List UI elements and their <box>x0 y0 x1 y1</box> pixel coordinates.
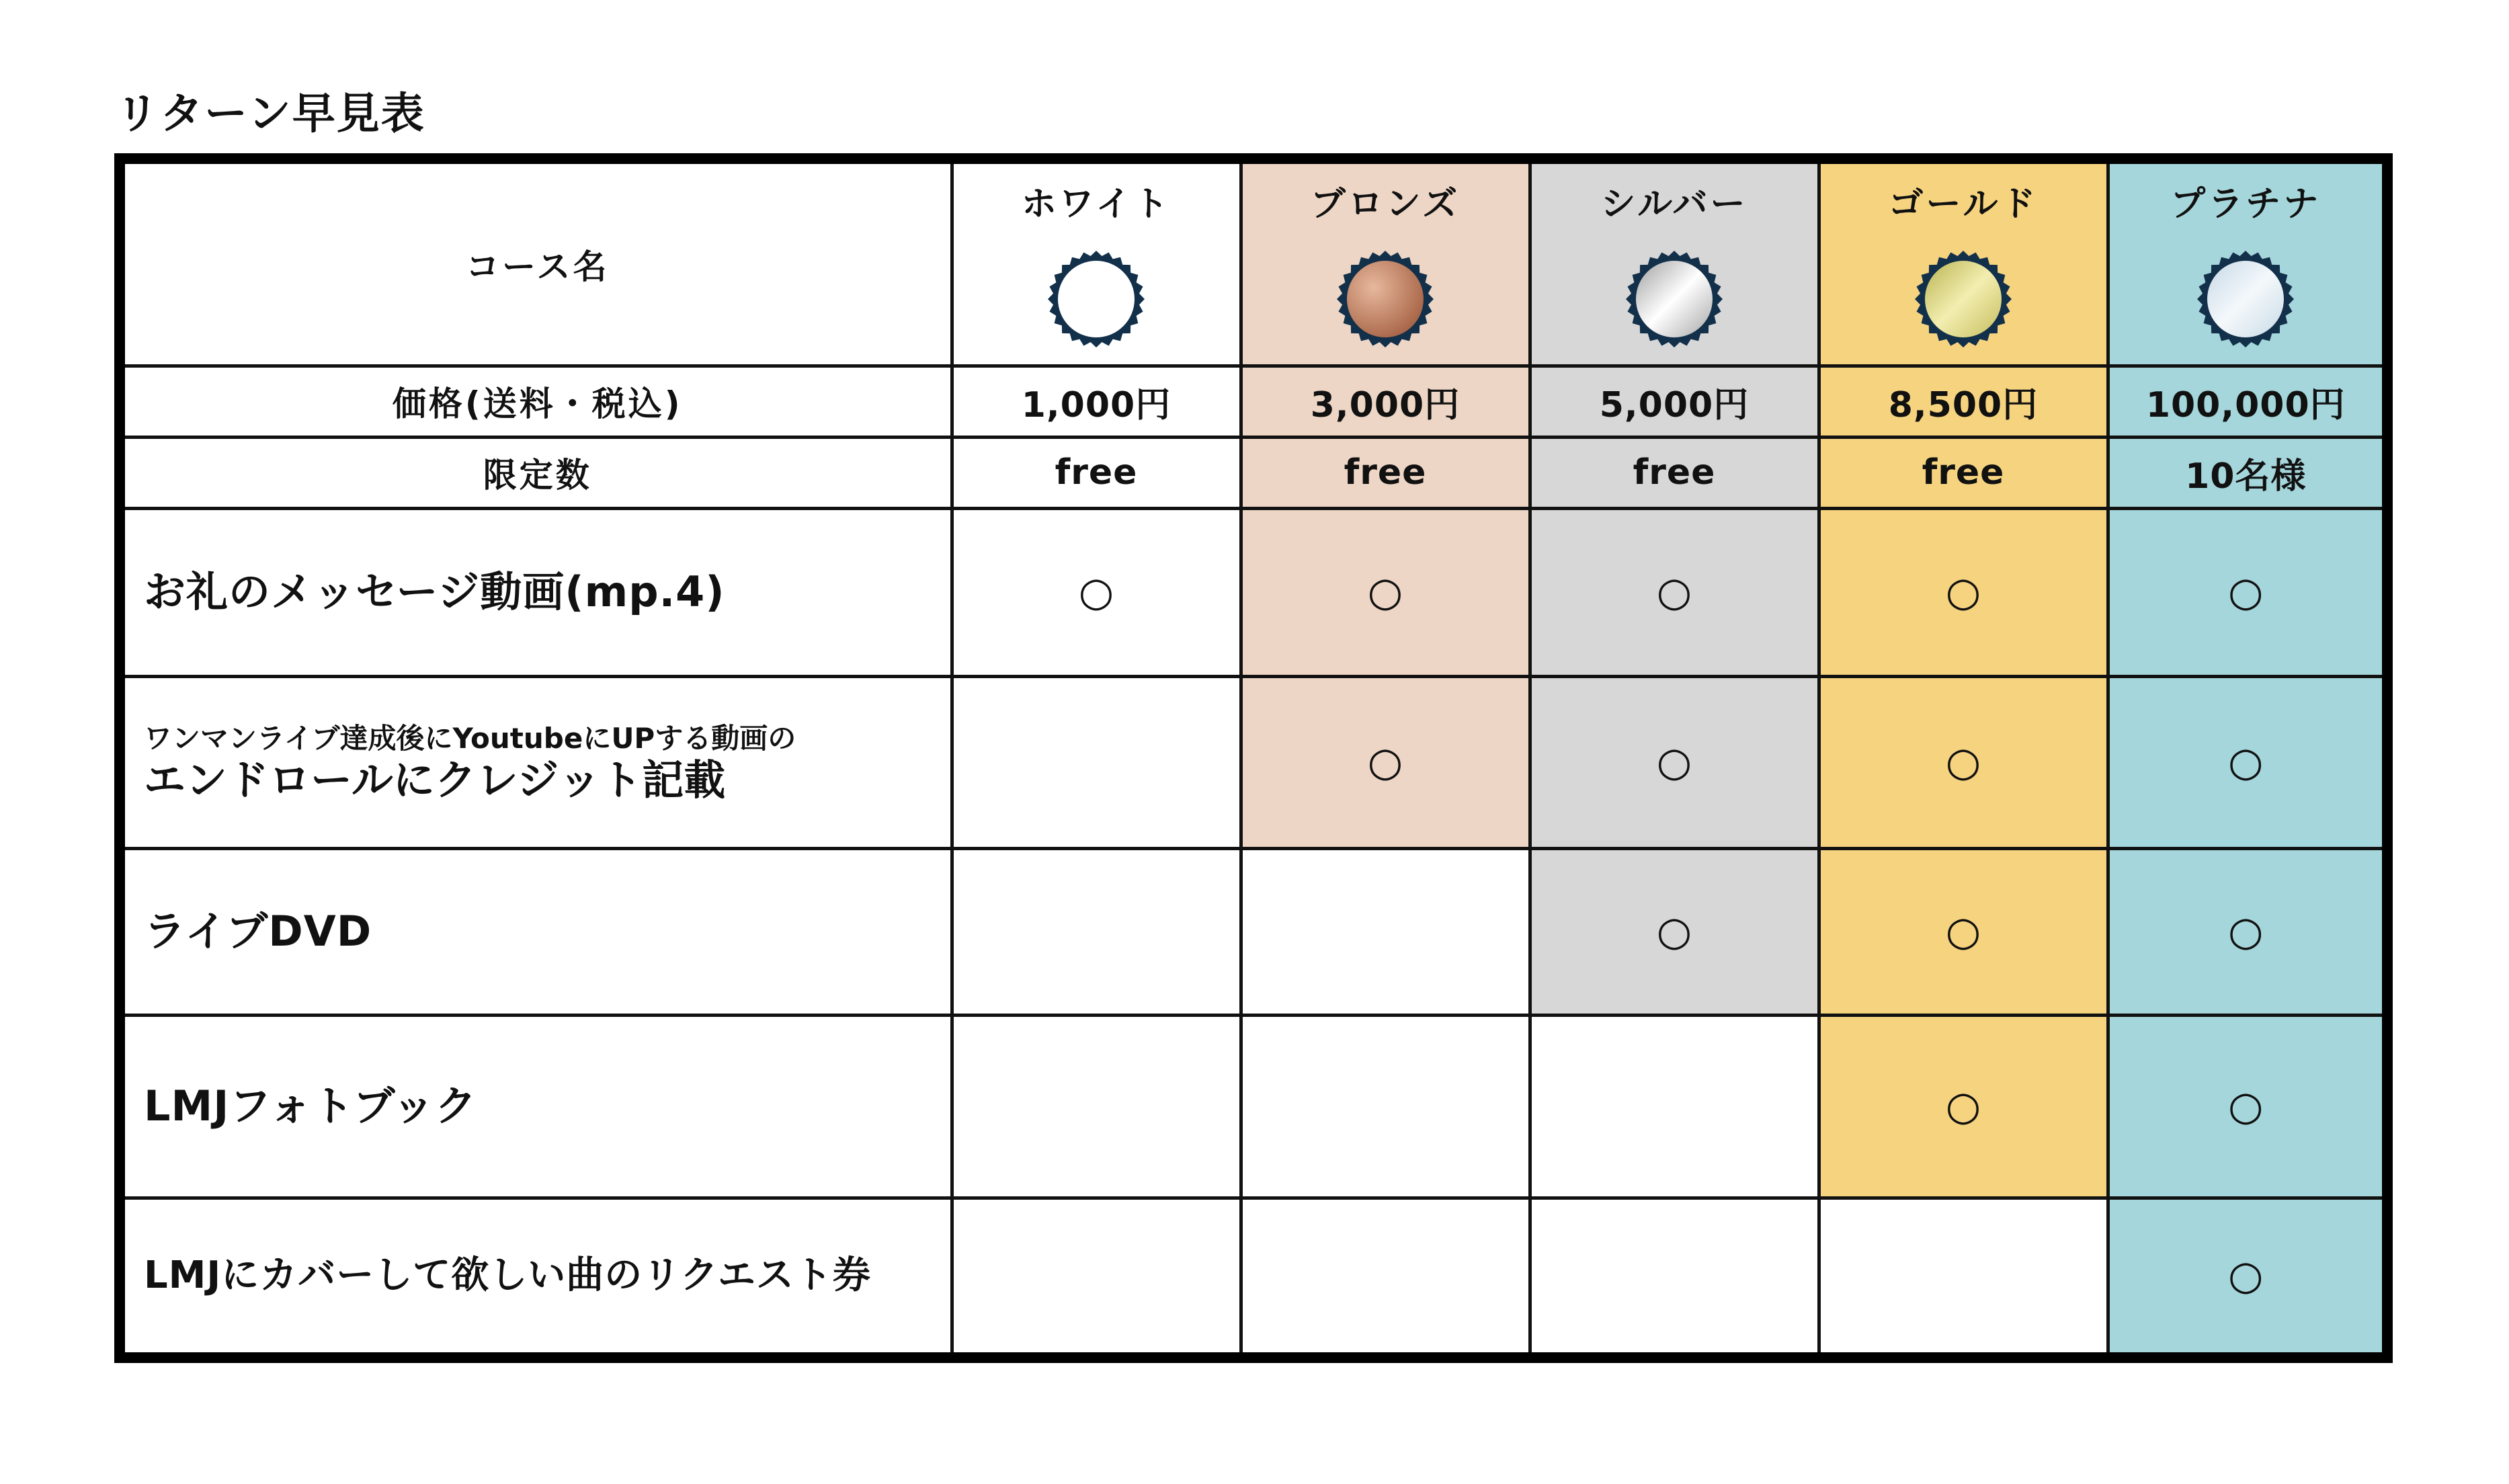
returns-table <box>125 164 2382 1352</box>
price-white: 1,000円 <box>1021 384 1171 425</box>
feature-row <box>125 508 2382 676</box>
tier-name-gold: ゴールド <box>1888 183 2039 224</box>
feature-mark-cell <box>1530 676 1819 848</box>
feature-label: お礼のメッセージ動画(mp.4) <box>144 567 725 616</box>
feature-mark-cell <box>2108 1198 2382 1352</box>
feature-mark-cell <box>952 1198 1241 1352</box>
check-circle-mark: ○ <box>1945 1083 1981 1130</box>
check-circle-mark: ○ <box>1367 739 1403 786</box>
tier-name-platinum: プラチナ <box>2170 183 2321 224</box>
price-cell-gold <box>1819 366 2108 437</box>
limit-row <box>125 437 2382 508</box>
feature-row <box>125 676 2382 848</box>
gold-medal-icon <box>1913 249 2014 349</box>
limit-cell-gold <box>1819 437 2108 508</box>
feature-row <box>125 1015 2382 1198</box>
tier-name-bronze: ブロンズ <box>1310 183 1461 224</box>
tier-silver-header <box>1530 164 1819 366</box>
limit-label-cell <box>125 437 952 508</box>
feature-mark-cell <box>1530 848 1819 1015</box>
feature-mark-cell <box>1241 848 1530 1015</box>
check-circle-mark: ○ <box>1656 908 1692 955</box>
price-platinum: 100,000円 <box>2145 384 2346 425</box>
price-cell-bronze <box>1241 366 1530 437</box>
feature-sublabel: ワンマンライブ達成後にYoutubeにUPする動画の <box>144 722 796 755</box>
feature-label: ライブDVD <box>144 907 372 956</box>
price-cell-silver <box>1530 366 1819 437</box>
platinum-medal-icon <box>2195 249 2296 349</box>
price-cell-white <box>952 366 1241 437</box>
feature-mark-cell <box>1241 1198 1530 1352</box>
feature-mark-cell <box>952 848 1241 1015</box>
feature-label: LMJフォトブック <box>144 1081 477 1130</box>
feature-mark-cell <box>2108 848 2382 1015</box>
white-medal-icon <box>1046 249 1147 349</box>
price-row <box>125 366 2382 437</box>
feature-mark-cell <box>2108 676 2382 848</box>
check-circle-mark: ○ <box>1078 569 1114 616</box>
silver-medal-icon <box>1624 249 1725 349</box>
feature-mark-cell <box>1241 676 1530 848</box>
check-circle-mark: ○ <box>1656 569 1692 616</box>
limit-label: 限定数 <box>483 456 592 495</box>
feature-label: LMJにカバーして欲しい曲のリクエスト券 <box>144 1253 872 1298</box>
limit-platinum: 10名様 <box>2185 456 2307 497</box>
limit-bronze: free <box>1344 452 1427 493</box>
feature-mark-cell <box>1530 1015 1819 1198</box>
price-silver: 5,000円 <box>1599 384 1750 425</box>
course-label: コース名 <box>466 247 610 286</box>
returns-table-frame <box>114 153 2393 1363</box>
feature-mark-cell <box>1819 1015 2108 1198</box>
feature-mark-cell <box>1530 508 1819 676</box>
check-circle-mark: ○ <box>2228 908 2264 955</box>
limit-gold: free <box>1922 452 2005 493</box>
check-circle-mark: ○ <box>1367 569 1403 616</box>
check-circle-mark: ○ <box>1945 739 1981 786</box>
feature-row <box>125 1198 2382 1352</box>
check-circle-mark: ○ <box>2228 1083 2264 1130</box>
tier-name-white: ホワイト <box>1021 183 1171 224</box>
feature-label-cell <box>125 508 952 676</box>
feature-label-cell <box>125 676 952 848</box>
limit-silver: free <box>1633 452 1716 493</box>
tier-header-row <box>125 164 2382 366</box>
tier-white-header <box>952 164 1241 366</box>
check-circle-mark: ○ <box>2228 569 2264 616</box>
check-circle-mark: ○ <box>2228 1252 2264 1300</box>
price-bronze: 3,000円 <box>1310 384 1461 425</box>
feature-label: エンドロールにクレジット記載 <box>144 755 726 805</box>
price-label: 価格(送料・税込) <box>392 384 683 423</box>
feature-mark-cell <box>1241 1015 1530 1198</box>
check-circle-mark: ○ <box>1945 569 1981 616</box>
feature-mark-cell <box>1819 848 2108 1015</box>
bronze-medal-icon <box>1335 249 1436 349</box>
check-circle-mark: ○ <box>1945 908 1981 955</box>
limit-cell-bronze <box>1241 437 1530 508</box>
tier-bronze-header <box>1241 164 1530 366</box>
page-title: リターン早見表 <box>116 89 425 139</box>
tier-platinum-header <box>2108 164 2382 366</box>
feature-mark-cell <box>952 1015 1241 1198</box>
price-cell-platinum <box>2108 366 2382 437</box>
feature-mark-cell <box>2108 508 2382 676</box>
feature-mark-cell <box>1530 1198 1819 1352</box>
limit-white: free <box>1055 452 1138 493</box>
limit-cell-platinum <box>2108 437 2382 508</box>
tier-gold-header <box>1819 164 2108 366</box>
limit-cell-white <box>952 437 1241 508</box>
feature-mark-cell <box>2108 1015 2382 1198</box>
tier-name-silver: シルバー <box>1600 183 1748 224</box>
check-circle-mark: ○ <box>1656 739 1692 786</box>
course-label-cell <box>125 164 952 366</box>
feature-mark-cell <box>1819 508 2108 676</box>
feature-mark-cell <box>1819 1198 2108 1352</box>
feature-label-cell <box>125 1015 952 1198</box>
feature-row <box>125 848 2382 1015</box>
check-circle-mark: ○ <box>2228 739 2264 786</box>
price-label-cell <box>125 366 952 437</box>
feature-label-cell <box>125 848 952 1015</box>
feature-mark-cell <box>1819 676 2108 848</box>
feature-mark-cell <box>952 676 1241 848</box>
price-gold: 8,500円 <box>1888 384 2039 425</box>
limit-cell-silver <box>1530 437 1819 508</box>
feature-mark-cell <box>952 508 1241 676</box>
feature-label-cell <box>125 1198 952 1352</box>
feature-mark-cell <box>1241 508 1530 676</box>
